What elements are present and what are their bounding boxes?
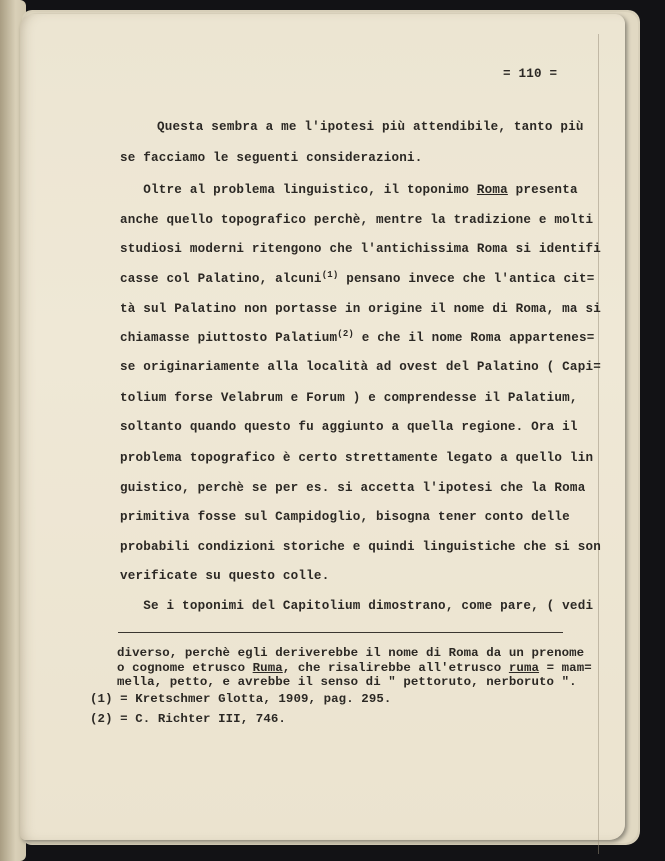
body-line-15: probabili condizioni storiche e quindi linguistiche che si son xyxy=(120,540,601,554)
footnote-2: (2) = C. Richter III, 746. xyxy=(90,712,286,726)
body-line-8-b: e che il nome Roma appartenes= xyxy=(354,331,595,345)
underlined-roma: Roma xyxy=(476,183,508,197)
footnote-cont-line-2-a: o cognome etrusco xyxy=(117,661,253,675)
body-line-5: studiosi moderni ritengono che l'antichissima Roma si identifi xyxy=(120,242,601,256)
footnote-cont-line-2-c: = mam= xyxy=(539,661,592,675)
footnote-1: (1) = Kretschmer Glotta, 1909, pag. 295. xyxy=(90,692,392,706)
footnote-cont-line-2-b: , che risalirebbe all'etrusco xyxy=(282,661,509,675)
footnote-ref-1: (1) xyxy=(321,269,339,280)
body-line-8 xyxy=(120,328,595,346)
underlined-ruma-2: ruma xyxy=(508,661,540,675)
body-line-7: tà sul Palatino non portasse in origine il nome di Roma, ma si xyxy=(120,302,601,316)
footnote-cont-line-3: mella, petto, e avrebbe il senso di " pettoruto, nerboruto ". xyxy=(117,675,577,689)
body-line-8-a: chiamasse piuttosto Palatium xyxy=(120,331,338,345)
body-line-12: problema topografico è certo strettamente legato a quello lin xyxy=(120,451,594,465)
body-line-11: soltanto quando questo fu aggiunto a quella regione. Ora il xyxy=(120,420,578,434)
page-edge-shadow xyxy=(592,34,599,854)
body-line-13: guistico, perchè se per es. si accetta l'ipotesi che la Roma xyxy=(120,481,586,495)
body-line-10: tolium forse Velabrum e Forum ) e comprendesse il Palatium, xyxy=(120,391,578,405)
underlined-ruma-1: Ruma xyxy=(252,661,283,675)
body-line-3-b: presenta xyxy=(507,183,578,197)
body-line-6-a: casse col Palatino, alcuni xyxy=(120,272,322,286)
body-line-9: se originariamente alla località ad ovest del Palatino ( Capi= xyxy=(120,360,601,374)
footnote-ref-2: (2) xyxy=(337,328,355,339)
footnote-cont-line-2 xyxy=(117,662,592,675)
body-line-3-a: Oltre al problema linguistico, il toponimo xyxy=(120,183,477,197)
body-line-3 xyxy=(120,183,578,198)
body-line-6 xyxy=(120,269,595,287)
body-line-14: primitiva fosse sul Campidoglio, bisogna tener conto delle xyxy=(120,510,570,524)
page-number: = 110 = xyxy=(503,67,558,81)
body-line-16: verificate su questo colle. xyxy=(120,569,330,583)
footnote-separator xyxy=(118,632,563,633)
body-line-1: Questa sembra a me l'ipotesi più attendibile, tanto più xyxy=(157,120,584,134)
body-line-17: Se i toponimi del Capitolium dimostrano, come pare, ( vedi xyxy=(120,599,594,613)
body-line-6-b: pensano invece che l'antica cit= xyxy=(338,272,595,286)
body-line-2: se facciamo le seguenti considerazioni. xyxy=(120,151,423,165)
body-line-4: anche quello topografico perchè, mentre la tradizione e molti xyxy=(120,213,594,227)
footnote-cont-line-1: diverso, perchè egli deriverebbe il nome di Roma da un prenome xyxy=(117,646,585,660)
